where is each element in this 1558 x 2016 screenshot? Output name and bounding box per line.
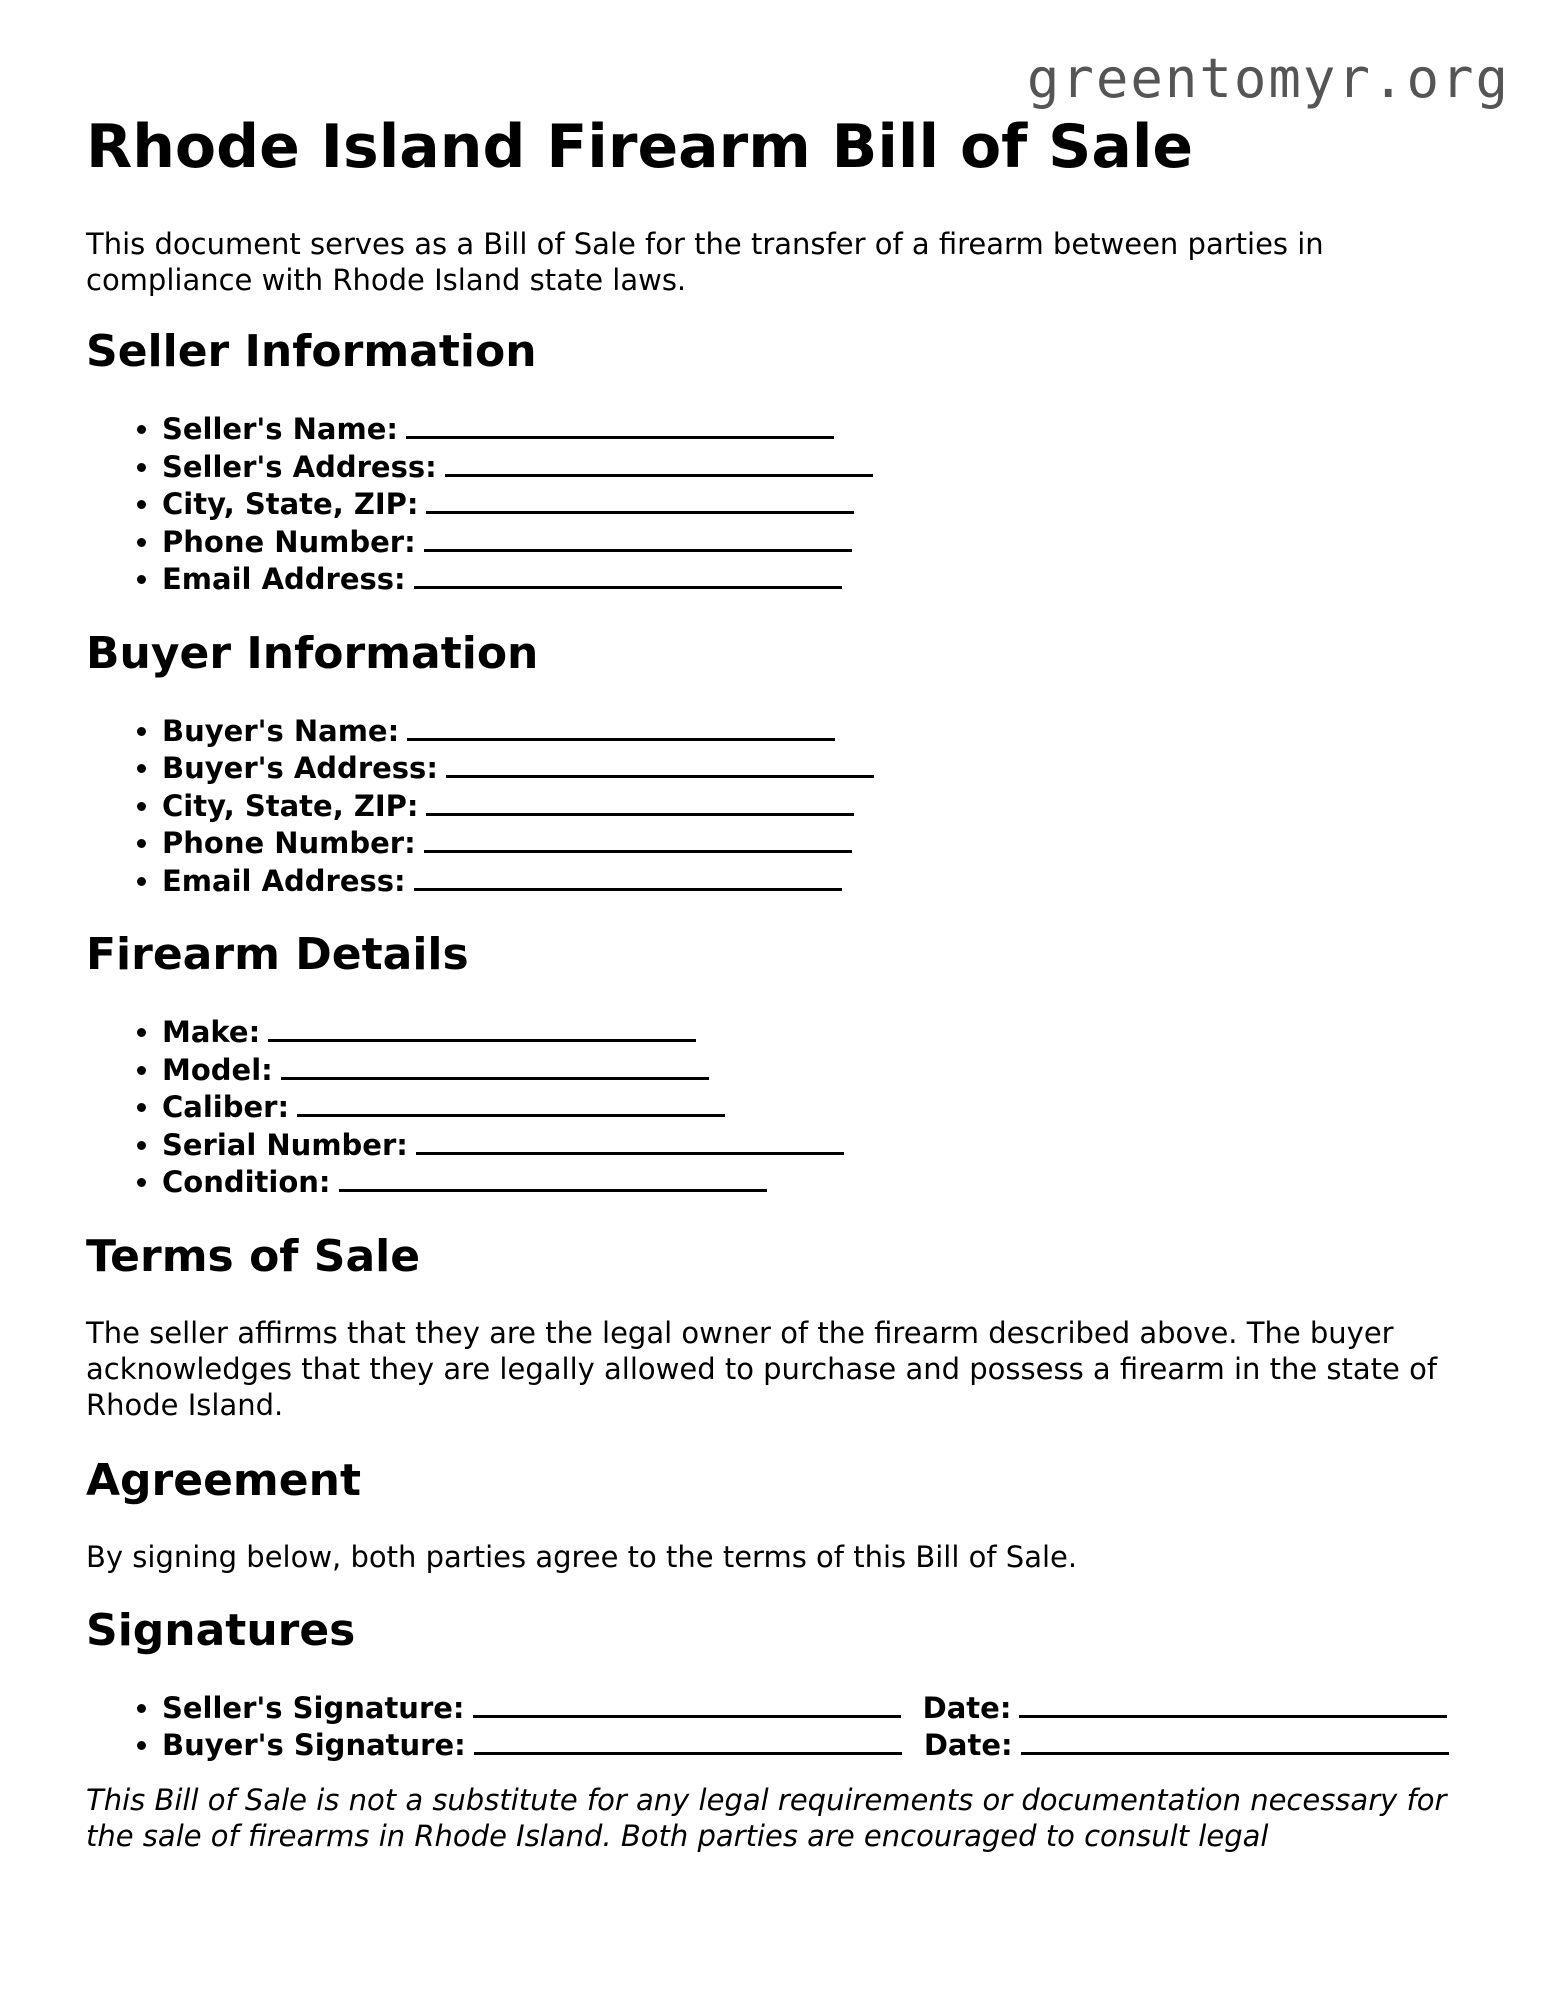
- firearm-serial-field: • Serial Number:: [162, 1126, 1486, 1164]
- terms-heading: Terms of Sale: [86, 1230, 421, 1282]
- page-title: Rhode Island Firearm Bill of Sale: [86, 112, 1194, 182]
- agreement-heading: Agreement: [86, 1454, 361, 1506]
- firearm-caliber-field: • Caliber:: [162, 1088, 1486, 1126]
- signature-line[interactable]: [474, 1726, 902, 1755]
- blank-line[interactable]: [424, 824, 852, 853]
- seller-email-field: • Email Address:: [162, 560, 1486, 598]
- signature-fields: [86, 1689, 1486, 1764]
- buyer-fields: [86, 712, 1486, 900]
- firearm-model-field: • Model:: [162, 1051, 1486, 1089]
- blank-line[interactable]: [426, 485, 854, 514]
- buyer-city-field: • City, State, ZIP:: [162, 787, 1486, 825]
- intro-text: This document serves as a Bill of Sale for the transfer of a firearm between parties in compliance with Rhode Island state laws.: [86, 227, 1324, 297]
- buyer-signature-field: • Buyer's Signature: Date:: [162, 1726, 1486, 1764]
- blank-line[interactable]: [281, 1051, 709, 1080]
- blank-line[interactable]: [445, 448, 873, 477]
- blank-line[interactable]: [424, 523, 852, 552]
- blank-line[interactable]: [297, 1088, 725, 1117]
- blank-line[interactable]: [426, 787, 854, 816]
- seller-address-field: • Seller's Address:: [162, 448, 1486, 486]
- firearm-make-field: • Make:: [162, 1013, 1486, 1051]
- signatures-heading: Signatures: [86, 1604, 356, 1656]
- seller-city-field: • City, State, ZIP:: [162, 485, 1486, 523]
- document-page: [86, 108, 1486, 1854]
- seller-fields: [86, 410, 1486, 598]
- blank-line[interactable]: [414, 862, 842, 891]
- blank-line[interactable]: [339, 1163, 767, 1192]
- blank-line[interactable]: [268, 1013, 696, 1042]
- agreement-text: By signing below, both parties agree to the terms of this Bill of Sale.: [86, 1539, 1078, 1574]
- buyer-phone-field: • Phone Number:: [162, 824, 1486, 862]
- signature-line[interactable]: [473, 1689, 901, 1718]
- blank-line[interactable]: [414, 560, 842, 589]
- blank-line[interactable]: [446, 749, 874, 778]
- firearm-condition-field: • Condition:: [162, 1163, 1486, 1201]
- seller-name-field: • Seller's Name:: [162, 410, 1486, 448]
- buyer-email-field: • Email Address:: [162, 862, 1486, 900]
- blank-line[interactable]: [416, 1126, 844, 1155]
- seller-heading: Seller Information: [86, 326, 537, 377]
- firearm-heading: Firearm Details: [86, 929, 469, 980]
- disclaimer-note: This Bill of Sale is not a substitute for any legal requirements or documentation necessary for the sale of firearms in Rhode Island. Both parties are encouraged to consult legal: [86, 1782, 1447, 1853]
- date-line[interactable]: [1021, 1726, 1449, 1755]
- firearm-fields: [86, 1013, 1486, 1201]
- watermark: greentomyr.org: [1026, 47, 1510, 110]
- blank-line[interactable]: [407, 712, 835, 741]
- date-line[interactable]: [1019, 1689, 1447, 1718]
- buyer-name-field: • Buyer's Name:: [162, 712, 1486, 750]
- buyer-address-field: • Buyer's Address:: [162, 749, 1486, 787]
- terms-text: The seller affirms that they are the legal owner of the firearm described above. The buyer acknowledges that they are legally allowed to purchase and possess a firearm in the state of Rhode Island.: [86, 1315, 1438, 1422]
- blank-line[interactable]: [406, 410, 834, 439]
- seller-phone-field: • Phone Number:: [162, 523, 1486, 561]
- buyer-heading: Buyer Information: [86, 627, 539, 679]
- seller-signature-field: • Seller's Signature: Date:: [162, 1689, 1486, 1727]
